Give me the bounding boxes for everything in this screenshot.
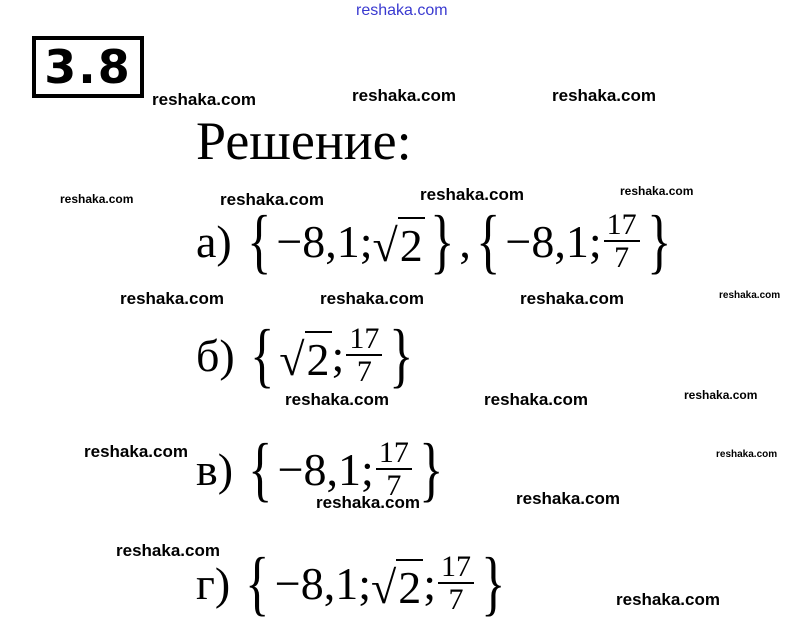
watermark: reshaka.com	[316, 493, 420, 512]
answer-a	[196, 196, 676, 286]
square-root	[373, 211, 425, 272]
watermark: reshaka.com	[60, 192, 134, 206]
radical-sign: √	[372, 219, 398, 271]
number: −8,1;	[274, 557, 371, 609]
separator: ;	[423, 557, 437, 609]
left-brace: {	[249, 315, 275, 395]
fraction	[438, 551, 474, 616]
top-watermark: reshaka.com	[356, 2, 448, 19]
radicand: 2	[305, 331, 332, 386]
right-brace: }	[481, 543, 506, 623]
denominator: 7	[356, 355, 372, 388]
watermark: reshaka.com	[684, 388, 758, 402]
solution-heading: Решение:	[196, 111, 412, 171]
left-brace: {	[476, 201, 501, 281]
answer-b	[196, 310, 419, 400]
answer-label: в)	[196, 443, 234, 495]
numerator: 17	[346, 323, 382, 357]
watermark: reshaka.com	[352, 86, 456, 105]
radicand: 2	[398, 217, 425, 272]
watermark: reshaka.com	[420, 185, 524, 204]
separator: ,	[459, 215, 471, 267]
square-root	[371, 553, 423, 614]
answer-g	[196, 538, 511, 628]
answer-label: а)	[196, 215, 232, 267]
right-brace: }	[389, 315, 414, 395]
watermark: reshaka.com	[220, 190, 324, 209]
right-brace: }	[646, 201, 672, 281]
problem-number: 3.8	[32, 36, 144, 98]
separator: ;	[331, 329, 345, 381]
right-brace: }	[419, 429, 444, 509]
radical-sign: √	[370, 561, 397, 613]
watermark: reshaka.com	[320, 289, 424, 308]
number: −8,1;	[276, 215, 373, 267]
answer-label: б)	[196, 329, 235, 381]
left-brace: {	[245, 543, 270, 623]
fraction	[604, 209, 640, 274]
watermark: reshaka.com	[120, 289, 224, 308]
right-brace: }	[429, 201, 455, 281]
answer-label: г)	[196, 557, 231, 609]
watermark: reshaka.com	[719, 290, 781, 301]
watermark: reshaka.com	[520, 289, 624, 308]
watermark: reshaka.com	[484, 390, 588, 409]
fraction	[346, 323, 382, 388]
radical-sign: √	[279, 333, 305, 385]
left-brace: {	[248, 429, 273, 509]
denominator: 7	[448, 583, 464, 616]
watermark: reshaka.com	[620, 184, 694, 198]
watermark: reshaka.com	[552, 86, 656, 105]
radicand: 2	[396, 559, 423, 614]
denominator: 7	[386, 469, 402, 502]
numerator: 17	[438, 551, 474, 585]
watermark: reshaka.com	[285, 390, 389, 409]
watermark: reshaka.com	[616, 590, 720, 609]
denominator: 7	[614, 241, 630, 274]
number: −8,1;	[505, 215, 602, 267]
fraction	[376, 437, 412, 502]
watermark: reshaka.com	[152, 90, 256, 109]
left-brace: {	[246, 201, 272, 281]
answer-v	[196, 424, 448, 514]
watermark: reshaka.com	[116, 541, 220, 560]
watermark: reshaka.com	[84, 442, 188, 461]
watermark: reshaka.com	[516, 489, 620, 508]
watermark: reshaka.com	[716, 449, 778, 460]
numerator: 17	[604, 209, 640, 243]
numerator: 17	[376, 437, 412, 471]
number: −8,1;	[277, 443, 374, 495]
square-root	[279, 325, 331, 386]
